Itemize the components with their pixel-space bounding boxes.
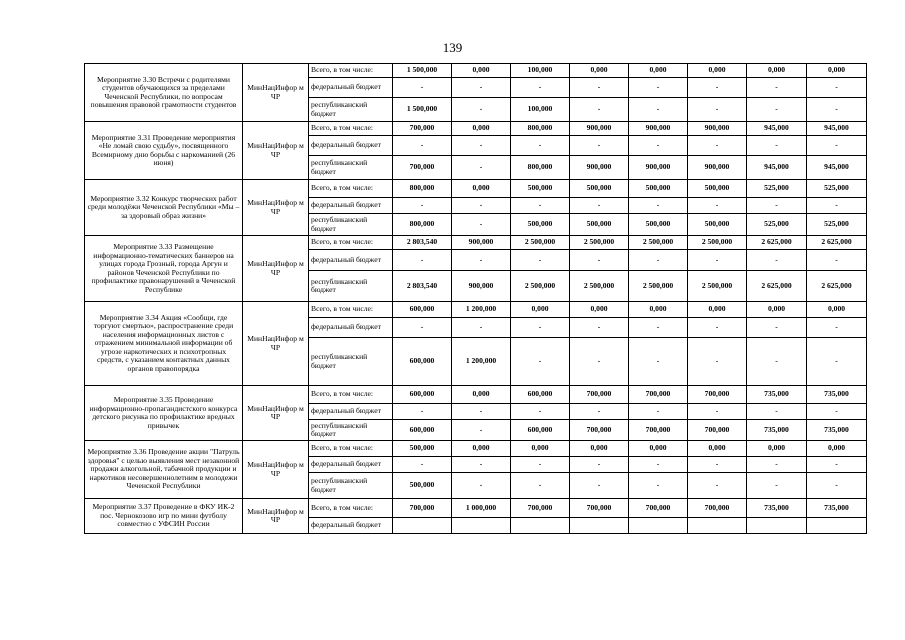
amount-cell: 700,000 <box>393 122 452 136</box>
amount-cell: - <box>511 404 570 420</box>
amount-cell: 900,000 <box>629 122 688 136</box>
amount-cell: 0,000 <box>629 64 688 78</box>
amount-cell: 2 500,000 <box>629 271 688 302</box>
amount-cell: - <box>747 136 807 156</box>
table-row <box>85 302 867 318</box>
amount-cell: 945,000 <box>747 156 807 180</box>
amount-cell: 735,000 <box>747 386 807 404</box>
amount-cell: - <box>747 473 807 499</box>
amount-cell: 525,000 <box>747 214 807 236</box>
table-row <box>85 64 867 78</box>
amount-cell: - <box>747 318 807 338</box>
amount-cell: - <box>807 198 867 214</box>
amount-cell: - <box>570 98 629 122</box>
amount-cell: - <box>452 250 511 271</box>
funding-source-cell: республиканский бюджет <box>309 420 393 441</box>
amount-cell: - <box>393 457 452 473</box>
funding-source-cell: федеральный бюджет <box>309 198 393 214</box>
amount-cell: 2 625,000 <box>807 236 867 250</box>
amount-cell: 0,000 <box>452 122 511 136</box>
amount-cell: 700,000 <box>688 386 747 404</box>
amount-cell: 700,000 <box>570 420 629 441</box>
amount-cell: 800,000 <box>393 214 452 236</box>
amount-cell: 600,000 <box>393 302 452 318</box>
event-name-cell: Мероприятие 3.30 Встречи с родителями студентов обучающихся за пределами Чеченской Республики, по вопросам повышения правовой грамотности студентов <box>85 64 243 122</box>
amount-cell: - <box>570 250 629 271</box>
amount-cell: 600,000 <box>511 420 570 441</box>
amount-cell: - <box>393 136 452 156</box>
amount-cell: 2 625,000 <box>747 236 807 250</box>
amount-cell: 1 500,000 <box>393 98 452 122</box>
amount-cell: 735,000 <box>807 386 867 404</box>
amount-cell: - <box>570 318 629 338</box>
amount-cell: 2 500,000 <box>688 271 747 302</box>
amount-cell <box>511 518 570 534</box>
amount-cell: 0,000 <box>629 441 688 457</box>
amount-cell: - <box>629 457 688 473</box>
amount-cell: - <box>629 338 688 386</box>
amount-cell <box>807 518 867 534</box>
funding-source-cell: федеральный бюджет <box>309 78 393 98</box>
funding-source-cell: Всего, в том числе: <box>309 499 393 518</box>
amount-cell: - <box>807 98 867 122</box>
amount-cell: 500,000 <box>688 180 747 198</box>
amount-cell: 800,000 <box>511 122 570 136</box>
amount-cell: - <box>629 318 688 338</box>
amount-cell: - <box>807 78 867 98</box>
table-row <box>85 180 867 198</box>
table-row <box>85 236 867 250</box>
event-name-cell: Мероприятие 3.35 Проведение информационно-пропагандистского конкурса детского рисунка по профилактике вредных привычек <box>85 386 243 441</box>
amount-cell: - <box>688 98 747 122</box>
amount-cell: 600,000 <box>393 386 452 404</box>
executor-cell: МинНацИнфор м ЧР <box>243 386 309 441</box>
amount-cell: - <box>452 457 511 473</box>
amount-cell: 0,000 <box>452 441 511 457</box>
funding-source-cell: федеральный бюджет <box>309 457 393 473</box>
amount-cell: 900,000 <box>452 236 511 250</box>
funding-source-cell: республиканский бюджет <box>309 98 393 122</box>
amount-cell: 0,000 <box>570 64 629 78</box>
amount-cell: 900,000 <box>570 122 629 136</box>
amount-cell: - <box>511 338 570 386</box>
amount-cell <box>747 518 807 534</box>
amount-cell: - <box>452 78 511 98</box>
amount-cell: - <box>807 136 867 156</box>
amount-cell: 500,000 <box>511 214 570 236</box>
amount-cell: 0,000 <box>747 441 807 457</box>
amount-cell: - <box>511 136 570 156</box>
amount-cell: - <box>747 78 807 98</box>
amount-cell: - <box>570 136 629 156</box>
amount-cell: 2 500,000 <box>688 236 747 250</box>
amount-cell: 600,000 <box>511 386 570 404</box>
amount-cell: 735,000 <box>747 499 807 518</box>
amount-cell: 1 200,000 <box>452 302 511 318</box>
amount-cell: - <box>688 318 747 338</box>
page-number: 139 <box>442 40 463 55</box>
table-row <box>85 441 867 457</box>
table-row <box>85 386 867 404</box>
funding-source-cell: федеральный бюджет <box>309 318 393 338</box>
event-name-cell: Мероприятие 3.33 Размещение информационно-тематических баннеров на улицах города Грозный, города Аргун и районов Чеченской Республики по профилактике правонарушений в Чеченской Республике <box>85 236 243 302</box>
funding-source-cell: федеральный бюджет <box>309 250 393 271</box>
table-row <box>85 499 867 518</box>
amount-cell: 800,000 <box>393 180 452 198</box>
event-name-cell: Мероприятие 3.31 Проведение мероприятия «Не ломай свою судьбу», посвященного Всемирному дню борьбы с наркоманией (26 июня) <box>85 122 243 180</box>
event-name-cell: Мероприятие 3.37 Проведение в ФКУ ИК-2 пос. Чернокозово игр по мини футболу совместно с УФСИН России <box>85 499 243 534</box>
amount-cell: - <box>688 338 747 386</box>
amount-cell: 0,000 <box>688 441 747 457</box>
table-row <box>85 122 867 136</box>
budget-table <box>84 63 867 534</box>
amount-cell: 0,000 <box>511 441 570 457</box>
amount-cell: 700,000 <box>393 499 452 518</box>
amount-cell: - <box>688 404 747 420</box>
amount-cell: 500,000 <box>629 214 688 236</box>
executor-cell: МинНацИнфор м ЧР <box>243 236 309 302</box>
amount-cell: 2 625,000 <box>747 271 807 302</box>
amount-cell: - <box>688 78 747 98</box>
funding-source-cell: республиканский бюджет <box>309 473 393 499</box>
amount-cell: - <box>452 214 511 236</box>
event-name-cell: Мероприятие 3.36 Проведение акции "Патруль здоровья" с целью выявления мест незаконной продажи алкогольной, табачной продукции и наркотиков несовершеннолетним в молодежи Чеченской Республики <box>85 441 243 499</box>
executor-cell: МинНацИнфор м ЧР <box>243 64 309 122</box>
amount-cell: 700,000 <box>393 156 452 180</box>
amount-cell: 735,000 <box>807 499 867 518</box>
amount-cell: 700,000 <box>570 386 629 404</box>
amount-cell: 945,000 <box>747 122 807 136</box>
amount-cell: 0,000 <box>452 64 511 78</box>
amount-cell: 2 803,540 <box>393 271 452 302</box>
amount-cell: - <box>807 457 867 473</box>
amount-cell: - <box>393 78 452 98</box>
amount-cell: 500,000 <box>393 441 452 457</box>
amount-cell: 100,000 <box>511 64 570 78</box>
amount-cell: 0,000 <box>747 64 807 78</box>
amount-cell: - <box>629 250 688 271</box>
amount-cell: - <box>570 473 629 499</box>
amount-cell: - <box>452 136 511 156</box>
amount-cell: 500,000 <box>570 214 629 236</box>
amount-cell: 800,000 <box>511 156 570 180</box>
funding-source-cell: Всего, в том числе: <box>309 386 393 404</box>
amount-cell: 700,000 <box>688 420 747 441</box>
amount-cell: - <box>688 457 747 473</box>
amount-cell: 735,000 <box>747 420 807 441</box>
event-name-cell: Мероприятие 3.32 Конкурс творческих работ среди молодёжи Чеченской Республики «Мы – за здоровый образ жизни» <box>85 180 243 236</box>
amount-cell: - <box>393 250 452 271</box>
amount-cell: - <box>807 338 867 386</box>
amount-cell: 0,000 <box>629 302 688 318</box>
executor-cell: МинНацИнфор м ЧР <box>243 180 309 236</box>
amount-cell: - <box>511 473 570 499</box>
amount-cell: 0,000 <box>511 302 570 318</box>
amount-cell: - <box>629 78 688 98</box>
amount-cell: 2 500,000 <box>570 271 629 302</box>
amount-cell: - <box>807 473 867 499</box>
amount-cell: - <box>629 198 688 214</box>
funding-source-cell: Всего, в том числе: <box>309 302 393 318</box>
amount-cell: 100,000 <box>511 98 570 122</box>
amount-cell: - <box>570 198 629 214</box>
amount-cell <box>629 518 688 534</box>
funding-source-cell: республиканский бюджет <box>309 271 393 302</box>
amount-cell: - <box>570 457 629 473</box>
amount-cell: 0,000 <box>452 386 511 404</box>
amount-cell: - <box>747 98 807 122</box>
amount-cell: 735,000 <box>807 420 867 441</box>
amount-cell: 700,000 <box>570 499 629 518</box>
event-name-cell: Мероприятие 3.34 Акция «Сообщи, где торгуют смертью», распространение среди населения информационных листов с отражением минимальной информации об угрозе наркотических и психотропных средств, с указанием контактных данных органов правопорядка <box>85 302 243 386</box>
amount-cell: 0,000 <box>807 64 867 78</box>
amount-cell: 2 500,000 <box>511 271 570 302</box>
amount-cell: 600,000 <box>393 420 452 441</box>
amount-cell: - <box>452 156 511 180</box>
amount-cell: 2 500,000 <box>629 236 688 250</box>
funding-source-cell: федеральный бюджет <box>309 518 393 534</box>
funding-source-cell: республиканский бюджет <box>309 338 393 386</box>
amount-cell: 525,000 <box>747 180 807 198</box>
amount-cell: - <box>747 457 807 473</box>
amount-cell: 0,000 <box>807 441 867 457</box>
amount-cell: - <box>807 404 867 420</box>
amount-cell: 0,000 <box>807 302 867 318</box>
amount-cell: - <box>452 473 511 499</box>
funding-source-cell: федеральный бюджет <box>309 404 393 420</box>
amount-cell <box>393 518 452 534</box>
amount-cell: - <box>629 404 688 420</box>
amount-cell: 0,000 <box>688 64 747 78</box>
amount-cell <box>688 518 747 534</box>
amount-cell: 945,000 <box>807 156 867 180</box>
amount-cell: - <box>807 250 867 271</box>
amount-cell: 1 500,000 <box>393 64 452 78</box>
amount-cell: 600,000 <box>393 338 452 386</box>
amount-cell: 525,000 <box>807 214 867 236</box>
amount-cell: 0,000 <box>688 302 747 318</box>
amount-cell: - <box>511 198 570 214</box>
executor-cell: МинНацИнфор м ЧР <box>243 499 309 534</box>
amount-cell: 500,000 <box>688 214 747 236</box>
amount-cell: 2 500,000 <box>511 236 570 250</box>
amount-cell <box>452 518 511 534</box>
funding-source-cell: Всего, в том числе: <box>309 236 393 250</box>
amount-cell: 700,000 <box>629 386 688 404</box>
funding-source-cell: республиканский бюджет <box>309 156 393 180</box>
amount-cell: 0,000 <box>452 180 511 198</box>
funding-source-cell: Всего, в том числе: <box>309 122 393 136</box>
amount-cell: 700,000 <box>629 420 688 441</box>
amount-cell: 500,000 <box>570 180 629 198</box>
amount-cell: - <box>393 318 452 338</box>
amount-cell: 900,000 <box>452 271 511 302</box>
amount-cell: 900,000 <box>688 156 747 180</box>
amount-cell: - <box>393 198 452 214</box>
executor-cell: МинНацИнфор м ЧР <box>243 441 309 499</box>
amount-cell: - <box>747 338 807 386</box>
amount-cell: - <box>570 338 629 386</box>
amount-cell: 2 625,000 <box>807 271 867 302</box>
funding-source-cell: федеральный бюджет <box>309 136 393 156</box>
amount-cell: 2 500,000 <box>570 236 629 250</box>
amount-cell: 700,000 <box>629 499 688 518</box>
amount-cell: - <box>570 78 629 98</box>
amount-cell: - <box>688 198 747 214</box>
amount-cell: 2 803,540 <box>393 236 452 250</box>
amount-cell: - <box>688 136 747 156</box>
amount-cell: 0,000 <box>570 302 629 318</box>
amount-cell: 0,000 <box>570 441 629 457</box>
amount-cell: 1 000,000 <box>452 499 511 518</box>
amount-cell: - <box>511 250 570 271</box>
amount-cell: - <box>629 473 688 499</box>
amount-cell: - <box>452 318 511 338</box>
amount-cell: - <box>747 198 807 214</box>
amount-cell: - <box>570 404 629 420</box>
funding-source-cell: Всего, в том числе: <box>309 441 393 457</box>
amount-cell: 700,000 <box>511 499 570 518</box>
amount-cell: - <box>747 404 807 420</box>
amount-cell: 525,000 <box>807 180 867 198</box>
amount-cell: - <box>747 250 807 271</box>
amount-cell: - <box>393 404 452 420</box>
amount-cell: 500,000 <box>511 180 570 198</box>
funding-source-cell: Всего, в том числе: <box>309 180 393 198</box>
executor-cell: МинНацИнфор м ЧР <box>243 122 309 180</box>
amount-cell: - <box>629 98 688 122</box>
amount-cell: - <box>688 250 747 271</box>
amount-cell: 1 200,000 <box>452 338 511 386</box>
amount-cell: - <box>807 318 867 338</box>
amount-cell: - <box>511 318 570 338</box>
amount-cell: 900,000 <box>629 156 688 180</box>
amount-cell: - <box>452 98 511 122</box>
amount-cell: - <box>629 136 688 156</box>
amount-cell: 500,000 <box>629 180 688 198</box>
amount-cell: - <box>688 473 747 499</box>
funding-source-cell: республиканский бюджет <box>309 214 393 236</box>
amount-cell: 700,000 <box>688 499 747 518</box>
executor-cell: МинНацИнфор м ЧР <box>243 302 309 386</box>
amount-cell: - <box>452 404 511 420</box>
amount-cell: - <box>511 78 570 98</box>
amount-cell: 900,000 <box>688 122 747 136</box>
amount-cell: - <box>452 420 511 441</box>
funding-source-cell: Всего, в том числе: <box>309 64 393 78</box>
amount-cell: 500,000 <box>393 473 452 499</box>
amount-cell <box>570 518 629 534</box>
amount-cell: 945,000 <box>807 122 867 136</box>
amount-cell: 0,000 <box>747 302 807 318</box>
amount-cell: - <box>511 457 570 473</box>
amount-cell: 900,000 <box>570 156 629 180</box>
amount-cell: - <box>452 198 511 214</box>
